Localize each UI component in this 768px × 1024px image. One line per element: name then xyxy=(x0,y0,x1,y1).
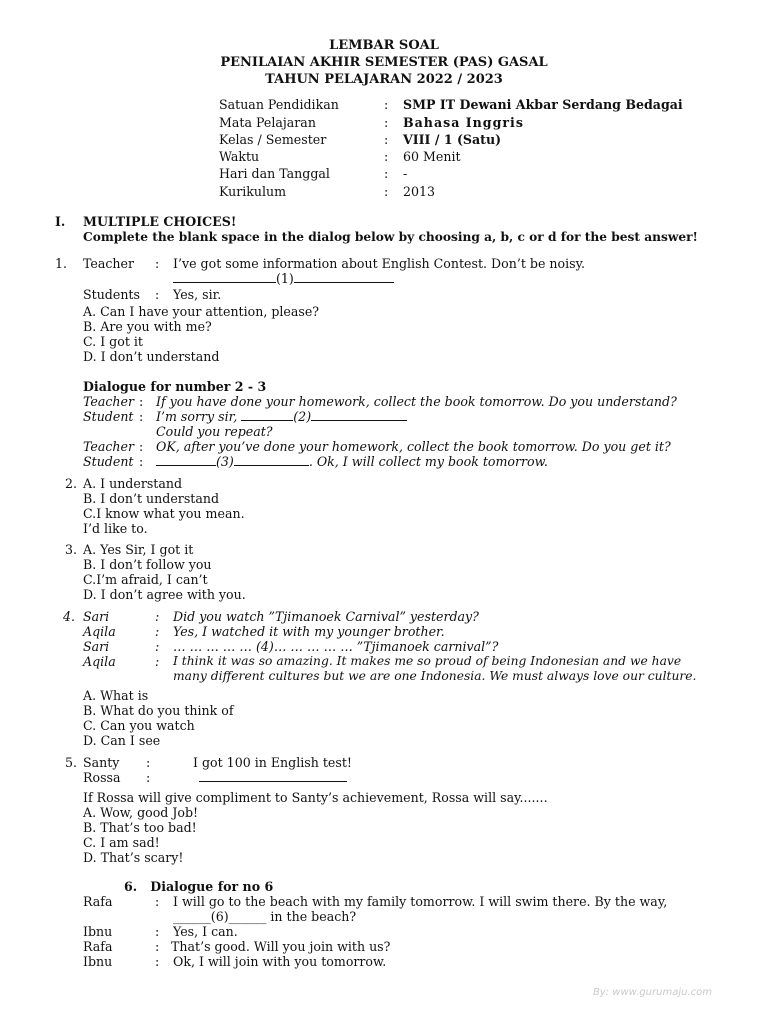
speaker: Students xyxy=(83,287,140,302)
colon: : xyxy=(155,954,160,969)
option: C.I know what you mean. xyxy=(83,506,245,521)
option: B. What do you think of xyxy=(83,703,234,718)
option: C. I am sad! xyxy=(83,835,160,850)
info-value-subject: Bahasa Inggris xyxy=(403,115,524,130)
info-label: Satuan Pendidikan xyxy=(219,97,339,112)
option: A. I understand xyxy=(83,476,183,491)
dialog-line: I’ve got some information about English Contest. Don’t be noisy. xyxy=(173,256,586,271)
blank-line xyxy=(199,770,347,782)
colon: : xyxy=(146,755,151,770)
option: A. What is xyxy=(83,688,149,703)
option: D. Can I see xyxy=(83,733,161,748)
dialog-line: Did you watch ”Tjimanoek Carnival” yesterday? xyxy=(173,609,479,624)
dialog-line: Could you repeat? xyxy=(156,424,273,439)
option: C. Can you watch xyxy=(83,718,195,733)
question-number: 5. xyxy=(65,755,78,770)
option: C. I got it xyxy=(83,334,143,349)
colon: : xyxy=(155,654,160,669)
question-number: 2. xyxy=(65,476,78,491)
blank-number: (3) xyxy=(216,454,234,469)
dialog-line: I got 100 in English test! xyxy=(193,755,352,770)
option: D. That’s scary! xyxy=(83,850,184,865)
info-sep: : xyxy=(384,184,389,199)
speaker: Santy xyxy=(83,755,120,770)
dialog-text: . Ok, I will collect my book tomorrow. xyxy=(308,454,548,469)
dialog-line: Yes, sir. xyxy=(173,287,222,302)
speaker: Teacher xyxy=(83,439,135,454)
question-number: 3. xyxy=(65,542,78,557)
question-number: 4. xyxy=(63,609,76,624)
dialog-title: Dialogue for number 2 - 3 xyxy=(83,379,267,394)
speaker: Rossa xyxy=(83,770,121,785)
blank-line xyxy=(311,409,407,421)
speaker: Rafa xyxy=(83,939,113,954)
info-label: Kelas / Semester xyxy=(219,132,327,147)
blank-number: (2) xyxy=(293,409,312,424)
colon: : xyxy=(146,770,151,785)
info-label: Waktu xyxy=(219,149,260,164)
speaker: Teacher xyxy=(83,256,135,271)
blank-line xyxy=(173,271,276,283)
speaker: Ibnu xyxy=(83,924,113,939)
section-number: I. xyxy=(55,214,66,229)
header-exam-name: PENILAIAN AKHIR SEMESTER (PAS) GASAL xyxy=(220,55,548,70)
option: A. Can I have your attention, please? xyxy=(83,304,320,319)
colon: : xyxy=(155,639,160,654)
colon: : xyxy=(155,894,160,909)
info-label: Hari dan Tanggal xyxy=(219,166,330,181)
blank-line xyxy=(156,454,216,466)
dialog-line: If you have done your homework, collect the book tomorrow. Do you understand? xyxy=(156,394,677,409)
speaker: Aqila xyxy=(83,654,116,669)
option: A. Wow, good Job! xyxy=(83,805,199,820)
dialog-line: Yes, I can. xyxy=(173,924,238,939)
info-sep: : xyxy=(384,166,389,181)
colon: : xyxy=(139,439,144,454)
info-value-class: VIII / 1 (Satu) xyxy=(403,132,502,147)
dialog-line: That’s good. Will you join with us? xyxy=(171,939,391,954)
section-title: MULTIPLE CHOICES! xyxy=(83,214,237,229)
colon: : xyxy=(155,624,160,639)
option: I’d like to. xyxy=(83,521,148,536)
answer-blank xyxy=(173,271,394,286)
blank-line xyxy=(294,271,394,283)
dialog-line xyxy=(156,409,407,424)
option: D. I don’t agree with you. xyxy=(83,587,246,602)
info-label: Mata Pelajaran xyxy=(219,115,316,130)
blank-line xyxy=(241,409,293,421)
colon: : xyxy=(139,409,144,424)
option: C.I’m afraid, I can’t xyxy=(83,572,208,587)
info-sep: : xyxy=(384,149,389,164)
dialog-line: ______(6)______ in the beach? xyxy=(173,909,357,924)
header-school-year: TAHUN PELAJARAN 2022 / 2023 xyxy=(265,72,503,87)
speaker: Rafa xyxy=(83,894,113,909)
info-label: Kurikulum xyxy=(219,184,287,199)
dialog-line: … … … … … (4)… … … … … ”Tjimanoek carnival”? xyxy=(173,639,499,654)
option: B. That’s too bad! xyxy=(83,820,197,835)
speaker: Sari xyxy=(83,639,110,654)
colon: : xyxy=(155,287,160,302)
option: A. Yes Sir, I got it xyxy=(83,542,194,557)
dialog-line: I will go to the beach with my family tomorrow. I will swim there. By the way, xyxy=(173,894,668,909)
header-title: LEMBAR SOAL xyxy=(329,38,439,53)
colon: : xyxy=(155,256,160,271)
colon: : xyxy=(155,939,160,954)
speaker: Teacher xyxy=(83,394,135,409)
question-number: 1. xyxy=(55,256,68,271)
info-value-time: 60 Menit xyxy=(403,149,461,164)
answer-blank xyxy=(199,770,347,785)
dialog-line: I think it was so amazing. It makes me so proud of being Indonesian and we have xyxy=(173,654,682,668)
info-sep: : xyxy=(384,115,389,130)
watermark: By: www.gurumaju.com xyxy=(592,987,712,998)
dialog-title: 6. Dialogue for no 6 xyxy=(124,879,274,894)
option: D. I don’t understand xyxy=(83,349,220,364)
colon: : xyxy=(155,924,160,939)
colon: : xyxy=(139,394,144,409)
speaker: Ibnu xyxy=(83,954,113,969)
speaker: Aqila xyxy=(83,624,116,639)
section-instruction: Complete the blank space in the dialog below by choosing a, b, c or d for the best answer! xyxy=(83,230,698,244)
blank-line xyxy=(234,454,309,466)
dialog-line: Ok, I will join with you tomorrow. xyxy=(173,954,387,969)
blank-number: (1) xyxy=(276,271,294,286)
dialog-line: OK, after you’ve done your homework, collect the book tomorrow. Do you get it? xyxy=(156,439,671,454)
info-value-date: - xyxy=(403,166,408,181)
option: B. I don’t follow you xyxy=(83,557,212,572)
speaker: Sari xyxy=(83,609,110,624)
info-value-curriculum: 2013 xyxy=(403,184,436,199)
dialog-line xyxy=(156,454,548,469)
info-sep: : xyxy=(384,97,389,112)
question-prompt: If Rossa will give compliment to Santy’s achievement, Rossa will say....... xyxy=(83,790,548,805)
info-value-school: SMP IT Dewani Akbar Serdang Bedagai xyxy=(403,97,683,112)
dialog-line: many different cultures but we are one Indonesia. We must always love our culture. xyxy=(173,669,697,683)
colon: : xyxy=(155,609,160,624)
colon: : xyxy=(139,454,144,469)
info-sep: : xyxy=(384,132,389,147)
dialog-text: I’m sorry sir, xyxy=(156,409,242,424)
speaker: Student xyxy=(83,454,134,469)
option: B. Are you with me? xyxy=(83,319,212,334)
dialog-line: Yes, I watched it with my younger brother. xyxy=(173,624,445,639)
speaker: Student xyxy=(83,409,134,424)
option: B. I don’t understand xyxy=(83,491,220,506)
